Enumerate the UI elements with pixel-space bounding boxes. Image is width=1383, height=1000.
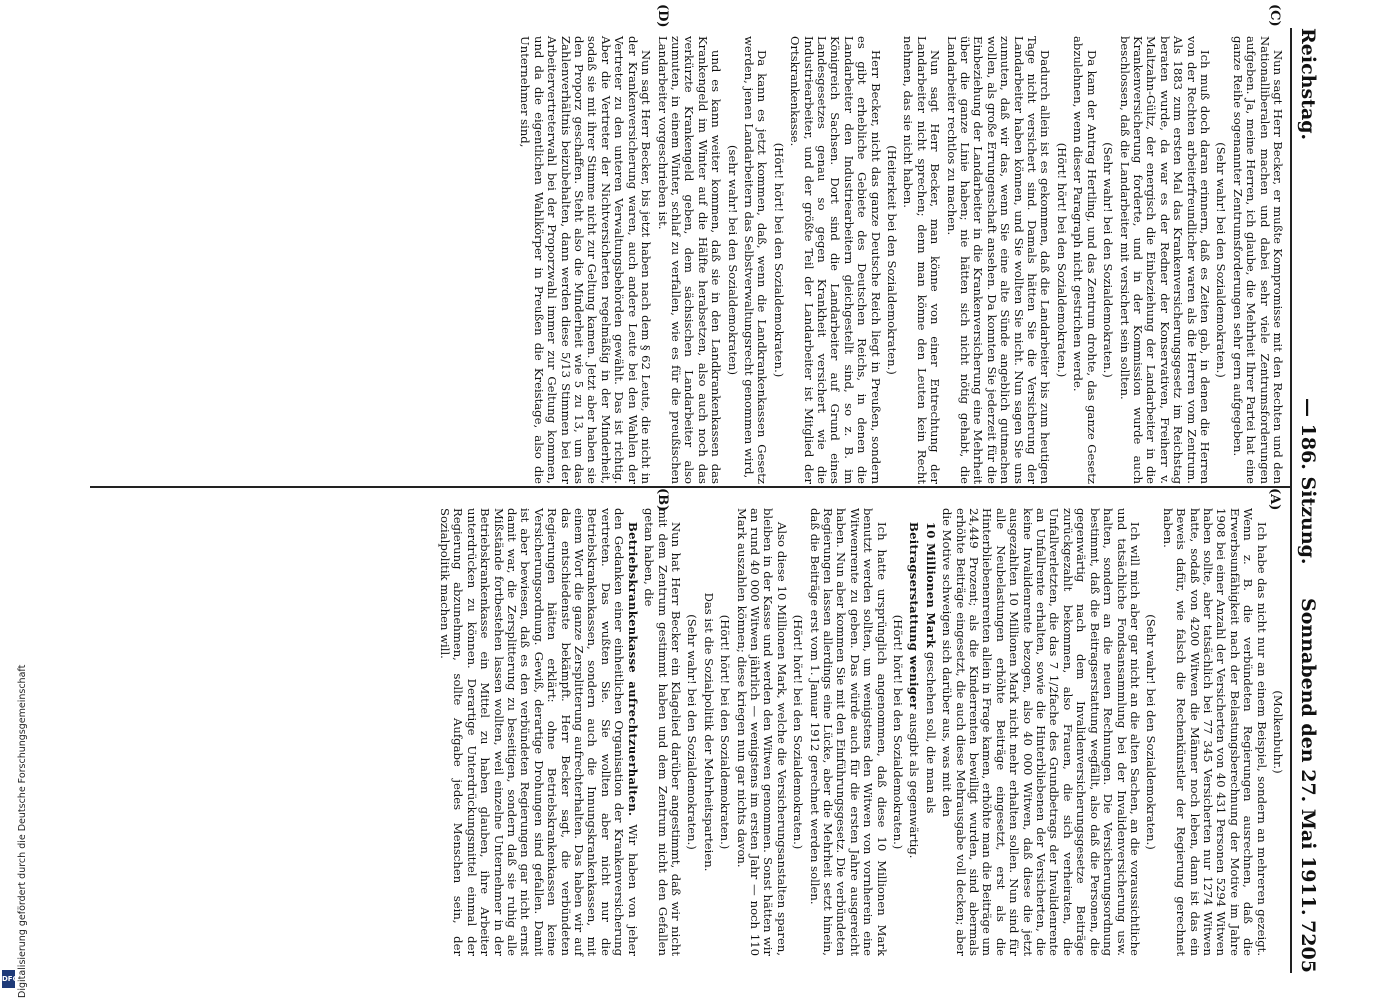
paragraph: Da kann es jetzt kommen, daß, wenn die Landkrankenkassen Gesetz werden, jenen Landarbeitern das Selbstverwaltungsrecht genommen wird, (741, 36, 770, 484)
emphasized-text: Betriebskrankenkasse aufrechtzuerhalten. (625, 522, 640, 817)
paragraph: Herr Becker, nicht das ganze Deutsche Reich liegt in Preußen, sondern es gibt erhebliche Gebiete des Deutschen Reichs, in denen die Landarbeiter den Industriearbeitern gleichgestellt sind, so z. B. im Königreich Sachsen. Dort sind die Landarbeiter auf Grund eines Landesgesetzes genau so gegen Krankheit versichert wie die Industriearbeiter, und der größte Teil der Landarbeiter ist Mitglied der Ortskrankenkasse. (788, 36, 883, 484)
margin-mark-d: (D) (655, 4, 670, 28)
paragraph (438, 508, 639, 956)
interjection: (Hört! hört! bei den Sozialdemokraten.) (1054, 142, 1069, 378)
margin-mark-b: (B) (655, 488, 670, 512)
paragraph: Ich muß doch daran erinnern, daß es Zeiten gab, in denen die Herren von der Rechten arbeiterfreundlicher waren als die Herren vom Zentrum. Als 1883 zum ersten Mal das Krankenversicherungsgesetz im Reichstag beraten wurde, da war es der Redner der Konservativen, Freiherr v. Maltzahn-Gültz, der energisch die Einbeziehung der Landarbeiter in die Krankenversicherung forderte, und in der Kommission wurde auch beschlossen, daß die Landarbeiter mit versichert sein sollten. (1117, 36, 1212, 484)
paragraph: Nun sagt Herr Becker, bis jetzt haben nach dem § 62 Leute, die nicht in der Krankenversicherung waren, auch andere Leute bei den Wahlen der Vertreter zu den unteren Verwaltungsbehörden gewählt. Das ist richtig. Aber die Vertreter der Nichtversicherten regelmäßig in der Minderheit, sodaß sie mit ihrer Stimme nicht zur Geltung kamen. Jetzt aber haben sie den Proporz geschaffen. Steht also die Minderheit wie 5 zu 13, um das Zahlenverhältnis beizubehalten, dann werden diese 5/13 Stimmen bei der Arbeitervertreterwahl bei der Proporzwahl immer zur Geltung kommen, und da die eigentlichen Wahlkörper in Preußen die Kreistage, also die Unternehmer sind, (518, 36, 654, 484)
header-chamber: Reichstag. (1297, 28, 1319, 141)
digitization-credit (1, 30, 28, 998)
paragraph: Ich hatte ursprünglich angenommen, daß diese 10 Millionen Mark benutzt werden sollten, um wenigstens den Witwen von vornherein eine Witwenrente zu geben. Das würde auch für die ersten Jahre ausgereicht haben. Nun aber kommen Sie mit den Einführungsgesetz. Die verbündeten Regierungen lassen allerdings eine Lücke, aber die Mehrheit setzt hinein, daß die Beiträge erst vom 1. Januar 1912 gerechnet werden sollen. (807, 508, 889, 956)
header-date: Sonnabend den 27. Mai 1911. (1297, 598, 1319, 916)
paragraph: Nun hat Herr Becker ein Klagelied darüber angestimmt, daß wir nicht mit dem Zentrum gestimmt haben und dem Zentrum nicht den Gefallen getan haben, die (642, 508, 683, 956)
credit-text: Digitalisierung gefördert durch die Deutsche Forschungsgemeinschaft (17, 664, 28, 998)
paragraph (907, 508, 920, 956)
interjection: (Hört! hört! bei den Sozialdemokraten.) (891, 614, 906, 850)
emphasized-text: 10 Millionen Mark (923, 522, 938, 649)
header-session: — 186. Sitzung. (1297, 398, 1319, 565)
paragraph: Ich habe das nicht nur an einem Beispiel, sondern an mehreren gezeigt. Wenn z. B. die verbündeten Regierungen ausrechnen, daß die Erwerbsunfähigkeit nach der Belastungsberechnung der Motive im Jahre 1908 bei einer Anzahl der Versicherten von 40 431 Personen 5294 Witwen haben sollte, aber tatsächlich bei 77 345 Versicherten nur 1274 Witwen hatte, sodaß von 4200 Witwen die Männer noch leben, dann ist das ein Beweis dafür, wie falsch die Rechenkünstler der Regierung gerechnet haben. (1160, 508, 1269, 956)
interjection: (Sehr wahr! bei den Sozialdemokraten.) (1214, 142, 1229, 378)
column-divider (90, 486, 1290, 488)
paragraph: Also diese 10 Millionen Mark, welche die Versicherungsanstalten sparen, bleiben in der Kasse und werden den Witwen genommen. Sonst hätten wir an rund 40 000 Witwen jährlich — wenigstens im ersten Jahr — noch 110 Mark auszahlen können; diese kriegen nun gar nichts davon. (734, 508, 789, 956)
emphasized-text: Beitragserstattung weniger (907, 522, 922, 710)
margin-mark-a: (A) (1267, 488, 1282, 511)
paragraph-text: ausgibt als gegenwärtig. (907, 709, 922, 859)
interjection: (sehr wahr! bei den Sozialdemokraten) (725, 145, 740, 375)
paragraph: und es kann weiter kommen, daß sie in den Landkrankenkassen das Krankengeld im Winter auf die Hälfte herabsetzen, also auch noch das verkürzte Krankengeld geben, dem sächsischen Landarbeiter also zumuten, in einem Winter, schlaf zu verfallen, wie es für die preußischen Landarbeiter vorgeschrieben ist. (655, 36, 724, 484)
paragraph: Nun sagt Herr Becker, man könne von einer Entrechtung der Landarbeiter nicht sprechen; denn man könne den Leuten kein Recht nehmen, das sie nicht haben. (901, 36, 943, 484)
interjection: (Sehr wahr! bei den Sozialdemokraten.) (1144, 614, 1159, 850)
speaker-name: (Molkenbuhr.) (1271, 690, 1285, 774)
interjection: (Heiterkeit bei den Sozialdemokraten.) (885, 145, 900, 375)
paragraph: Da kam der Antrag Hertling, und das Zentrum drohte, das ganze Gesetz abzulehnen, wenn dieser Paragraph nicht gestrichen werde. (1071, 36, 1099, 484)
page-number: 7205 (1297, 920, 1319, 973)
paragraph (923, 508, 936, 956)
paragraph: Dadurch allein ist es gekommen, daß die Landarbeiter bis zum heutigen Tage nicht versichert sind. Damals hätten Sie die Versicherung der Landarbeiter haben können, und Sie wollten Sie nicht. Nun sagen Sie uns zumuten, daß wir das, wenn Sie eine alte Sünde angeblich gutmachen wollen, als große Errungenschaft ansehen. Da konnten Sie jederzeit für die Einbeziehung der Landarbeiter in die Krankenversicherung eine Mehrheit über die ganze Linie haben; nie hätten sich nicht nötig gehabt, die Landarbeiter rechtlos zu machen. (944, 36, 1053, 484)
interjection: (Hört! hört! bei den Sozialdemokraten.) (791, 614, 806, 850)
paragraph: Nun sagt Herr Becker, er mußte Kompromisse mit den Rechten und den Nationalliberalen machen und dabei sehr viele Zentrumsforderungen aufgeben. Ja, meine Herren, ich glaube, die Mehrheit Ihrer Partei hat eine ganze Reihe sogenannter Zentrumsforderungen sehr gern aufgegeben. (1230, 36, 1285, 484)
paragraph-text: Wir haben von jeher den Gedanken einer einheitlichen Organisation der Krankenversicherung vertreten. Das wußten Sie. Sie wollten aber nicht nur die Betriebskrankenkassen, sondern auch die Innungskrankenkassen, mit einem Wort die ganze Zersplitterung aufrechterhalten. Das haben wir auf das entschiedenste bekämpft. Herr Becker sagt, die verbündeten Regierungen hätten erklärt: ohne Betriebskrankenkassen keine Versicherungsordnung. Gewiß, derartige Drohungen sind gefallen. Damit ist aber bewiesen, daß es den verbündeten Regierungen gar nicht ernst damit war, die Zersplitterung zu beseitigen, sondern daß sie ruhig alle Mißstände fortbestehen lassen wollten, weil einzelne Unternehmer in der Betriebskrankenkasse ein Mittel zu haben glauben, ihre Arbeiter unterdrücken zu können. Derartige Unterdrückungsmittel einmal der Regierung abzunehmen, sollte Aufgabe jedes Menschen sein, der Sozialpolitik machen will. (438, 508, 640, 956)
interjection: (Sehr wahr! bei den Sozialdemokraten.) (685, 614, 700, 850)
left-text-column (515, 36, 1284, 484)
dfg-logo-icon: DFG (2, 970, 15, 988)
margin-mark-c: (C) (1267, 4, 1282, 27)
right-text-column (435, 508, 1284, 956)
paragraph-text: geschehen soll, die man als (923, 648, 938, 814)
page-header (1290, 28, 1322, 973)
interjection: (Hört! hört! bei den Sozialdemokraten.) (771, 142, 786, 378)
interjection: (Sehr wahr! bei den Sozialdemokraten.) (1101, 142, 1116, 378)
interjection: (Hört! hört! bei den Sozialdemokraten.) (718, 614, 733, 850)
paragraph: Ich will mich aber gar nicht an die alten Sachen, an die voraussichtliche und tatsächliche Fondsansammlung bei der Invalidenversicherung usw. halten, sondern an die neuen Rechnungen. Die Versicherungsordnung bestimmt, daß die Beitragserstattung wegfällt, also daß die Personen, die gegenwärtig nach dem Invalidenversicherungsgesetze Beiträge zurückgezahlt bekommen, also Frauen, die sich verheiraten, die Unfallverletzten, die das 7 1/2fache des Grundbetrags der Invalidenrente an Unfallrente erhalten, sowie die Hinterbliebenen der Versicherten, die keine Invalidenrente bezogen, also 40 000 Witwen, daß diese die jetzt ausgezahlten 10 Millionen Mark nicht mehr erhalten sollen. Nun sind für alle Neubelastungen erhöhte Beiträge eingesetzt, erst als die Hinterbliebenenrenten allein in Frage kamen, erhöhte man die Beiträge um 24,449 Prozent; als die Kinderrenten bewilligt wurden, sind abermals erhöhte Beiträge eingesetzt, die auch diese Mehrausgabe voll decken; aber die Motive schweigen sich darüber aus, was mit den (940, 508, 1142, 956)
centered-remark: Das ist die Sozialpolitik der Mehrheitsparteien. (701, 592, 716, 872)
